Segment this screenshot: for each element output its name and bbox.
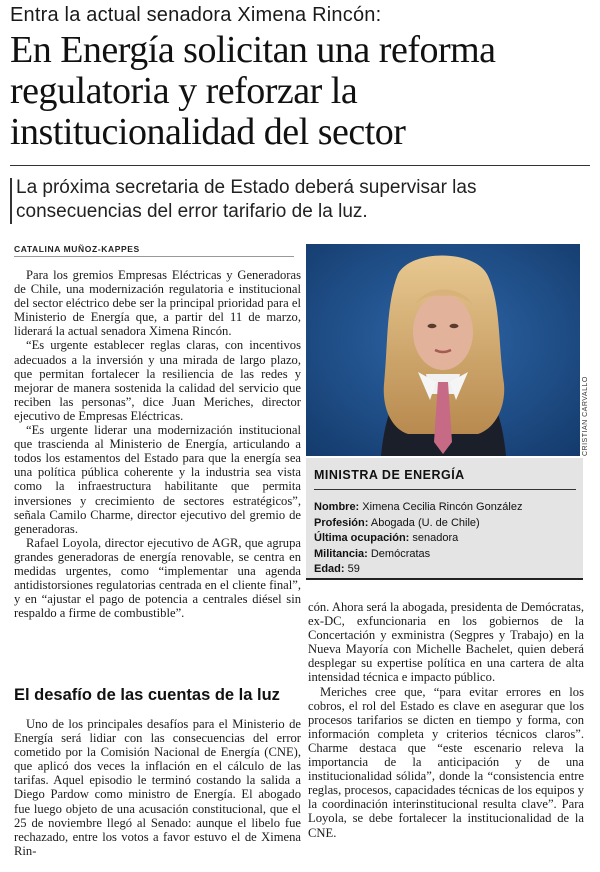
profile-box (306, 458, 583, 580)
body-paragraph: Rafael Loyola, director ejecutivo de AGR, que agrupa grandes generadoras de energía renovable, se centra en medidas urgentes, como “implementar una agenda antidistorsiones regulatorias centrada en el cliente final”, y en “ajustar el pago de potencia a centrales diésel sin respaldo a firme de combustible”. (14, 535, 301, 621)
body-paragraph: cón. Ahora será la abogada, presidenta de Demócratas, ex-DC, exfuncionaria en los gobiernos de la Concertación y exministra (Segpres y Trabajo) en la Nueva Mayoría con Michelle Bachelet, quien deberá desplegar su expertise política en una cartera de alta intensidad técnica e impacto público. (308, 600, 584, 685)
body-paragraph: “Es urgente liderar una modernización institucional que trascienda al Ministerio de Energía, articulando a todos los estamentos del Estado para que la energía sea una política pública coherente y la industria sea vista como la infraestructura habilitante que permita inversiones y crecimiento de sectores estratégicos”, señala Camilo Charme, director ejecutivo del gremio de generadoras. (14, 423, 301, 536)
profile-value: Ximena Cecilia Rincón González (362, 501, 523, 513)
profile-key: Militancia: (314, 547, 368, 560)
section-title: El desafío de las cuentas de la luz (14, 686, 280, 704)
article-body-column-2 (308, 600, 584, 840)
divider (14, 256, 294, 257)
body-paragraph: Para los gremios Empresas Eléctricas y Generadoras de Chile, una modernización regulatoria e institucional del sector eléctrico debe ser la principal prioridad para el Ministerio de Energía que, a partir del 11 de marzo, liderará la actual senadora Ximena Rincón. (14, 268, 301, 339)
article-body-column-1-continued (14, 717, 301, 858)
profile-box-rows (314, 500, 522, 578)
body-paragraph: Meriches cree que, “para evitar errores en los cobros, el rol del Estado es clave en asegurar que los procesos tarifarios se dicten en tiempo y forma, con información completa y criterios técnicos claros”. Charme destaca que “este escenario releva la importancia de la anticipación y de una institucionalidad sólida”, donde la “consistencia entre reglas, procesos, capacidades técnicas de los equipos y la coordinación interinstitucional resulta clave”. Para Loyola, se debe fortalecer la institucionalidad de la CNE. (308, 684, 584, 840)
profile-value: Demócratas (370, 547, 431, 560)
body-paragraph: Uno de los principales desafíos para el Ministerio de Energía será lidiar con las consecuencias del error cometido por la Comisión Nacional de Energía (CNE), que aplicó dos veces la inflación en el cálculo de las tarifas. Aquel episodio le terminó costando la salida a Diego Pardow como ministro de Energía. El abogado fue luego objeto de una acusación constitucional, que el 25 de noviembre llegó al Senado: aunque el libelo fue rechazado, entre los votos a favor estuvo el de Ximena Rin- (14, 717, 301, 858)
profile-key: Edad: (314, 563, 345, 575)
portrait-illustration (306, 244, 580, 456)
divider (314, 489, 576, 490)
profile-row (314, 531, 522, 547)
profile-row (314, 562, 522, 578)
profile-key: Profesión: (314, 516, 369, 529)
profile-box-title: MINISTRA DE ENERGÍA (314, 468, 465, 482)
portrait-photo (306, 244, 580, 456)
body-paragraph: “Es urgente establecer reglas claras, con incentivos adecuados a la inversión y una mirada de largo plazo, que permitan fortalecer la resiliencia de las redes y mejorar de manera sostenida la calidad del servicio que reciben las personas”, dice Juan Meriches, director ejecutivo de Empresas Eléctricas. (14, 338, 301, 423)
profile-row (314, 547, 522, 563)
profile-key: Nombre: (314, 501, 360, 513)
article-kicker: Entra la actual senadora Ximena Rincón: (10, 4, 382, 26)
divider (10, 165, 590, 166)
article-subhead: La próxima secretaria de Estado deberá supervisar las consecuencias del error tarifario de la luz. (16, 177, 477, 222)
profile-value: Abogada (U. de Chile) (370, 516, 480, 529)
article-byline: CATALINA MUÑOZ-KAPPES (14, 244, 140, 254)
profile-key: Última ocupación: (314, 532, 410, 544)
article-headline: En Energía solicitan una reforma regulatoria y reforzar la institucionalidad del sector (10, 29, 496, 153)
profile-row (314, 516, 522, 532)
profile-value: senadora (412, 532, 459, 544)
divider (306, 578, 583, 580)
profile-row (314, 500, 522, 516)
article-body-column-1 (14, 268, 301, 620)
subhead-accent-bar (10, 178, 12, 224)
profile-value: 59 (347, 563, 360, 575)
photo-credit: CRISTIAN CARVALLO (582, 376, 589, 456)
